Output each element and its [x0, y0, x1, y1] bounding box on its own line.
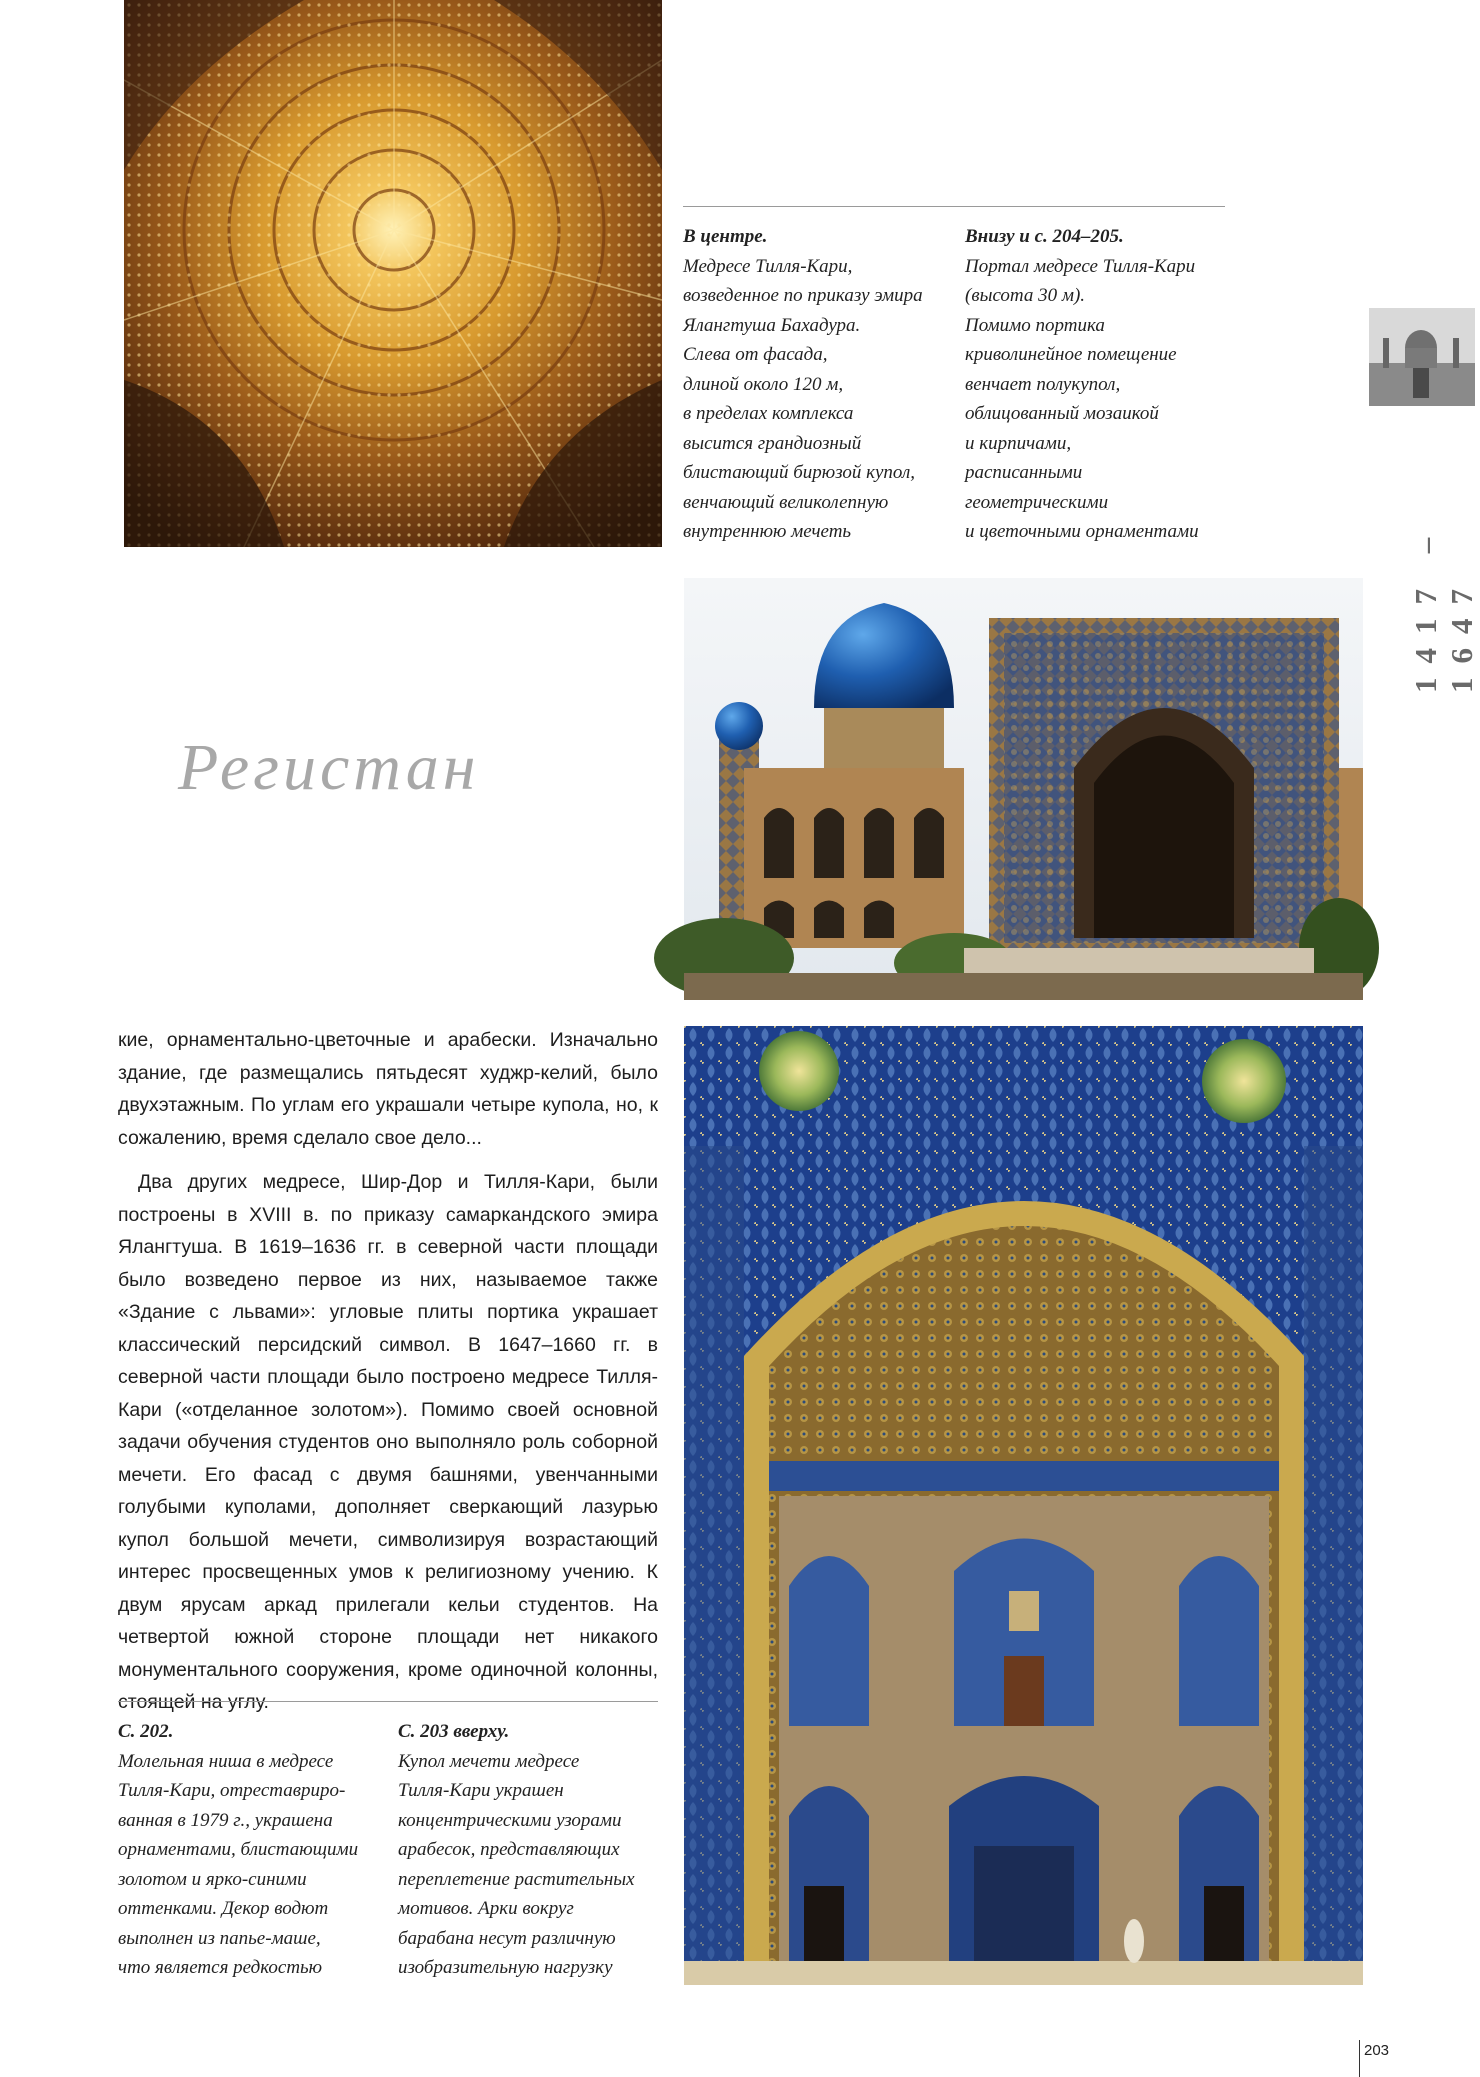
portal-iwan-photo: [684, 1026, 1363, 1985]
caption-p202-heading: С. 202.: [118, 1721, 174, 1742]
dome-ceiling-photo: [124, 0, 662, 547]
caption-p203-body: Купол мечети медресе Тилля-Кари украшен концентрическими узорами арабесок, представляющих переплетение растительных мотивов. Арки вокруг барабана несут различную изобразительную нагрузку: [398, 1750, 635, 1978]
caption-below-body: Портал медресе Тилля-Кари (высота 30 м). Помимо портика криволинейное помещение венчает полукупол, облицованный мозаикой и кирпичами, расписанными геометрическими и цветочными орнаментами: [965, 255, 1199, 542]
caption-p202-body: Молельная ниша в медресе Тилля-Кари, отреставриро- ванная в 1979 г., украшена орнаментами, блистающими золотом и ярко-синими оттенками. Декор водют выполнен из папье-маше, что является редкостью: [118, 1750, 359, 1978]
page-number-rule: [1359, 2040, 1360, 2077]
article-body: [118, 1024, 658, 1719]
side-date-range: 1417 – 1647: [1408, 523, 1479, 693]
page-number: 203: [1364, 2042, 1390, 2059]
caption-rule-top: [683, 206, 1225, 207]
body-paragraph-1: кие, орнаментально-цветочные и арабески. Изначально здание, где размещались пятьдесят худжр-келий, было двухэтажным. По углам его украшали четыре купола, но, к сожалению, время сделало свое дело...: [118, 1029, 658, 1149]
caption-below: [965, 222, 1230, 547]
thumbnail-photo: [1369, 308, 1475, 406]
caption-p203-heading: С. 203 вверху.: [398, 1721, 510, 1742]
caption-center: [683, 222, 953, 547]
caption-rule-bottom: [118, 1701, 658, 1702]
caption-center-heading: В центре.: [683, 226, 768, 247]
body-paragraph-2: Два других медресе, Шир-Дор и Тилля-Кари, были построены в XVIII в. по приказу самаркандского эмира Ялангтуша. В 1619–1636 гг. в северной части площади было возведено первое из них, называемое также «Здание с львами»: угловые плиты портика украшает классический персидский символ. В 1647–1660 гг. в северной части площади было построено медресе Тилля-Кари («отделанное золотом»). Помимо своей основной задачи обучения студентов оно выполняло роль соборной мечети. Его фасад с двумя башнями, увенчанными голубыми куполами, дополняет сверкающий лазурью купол большой мечети, символизируя возрастающий интерес просвещенных умов к религиозному учению. К двум ярусам аркад прилегали кельи студентов. На четвертой южной стороне площади нет никакого монументального сооружения, кроме одиночной колонны, стоящей на углу.: [118, 1171, 658, 1713]
caption-below-heading: Внизу и с. 204–205.: [965, 226, 1124, 247]
caption-center-body: Медресе Тилля-Кари, возведенное по приказу эмира Ялангтуша Бахадура. Слева от фасада, длиной около 120 м, в пределах комплекса высится грандиозный блистающий бирюзой купол, венчающий великолепную внутреннюю мечеть: [683, 255, 923, 542]
caption-p203: [398, 1717, 658, 1983]
caption-p202: [118, 1717, 368, 1983]
madrasa-facade-photo: [684, 578, 1363, 1000]
page-title: Регистан: [178, 731, 480, 804]
